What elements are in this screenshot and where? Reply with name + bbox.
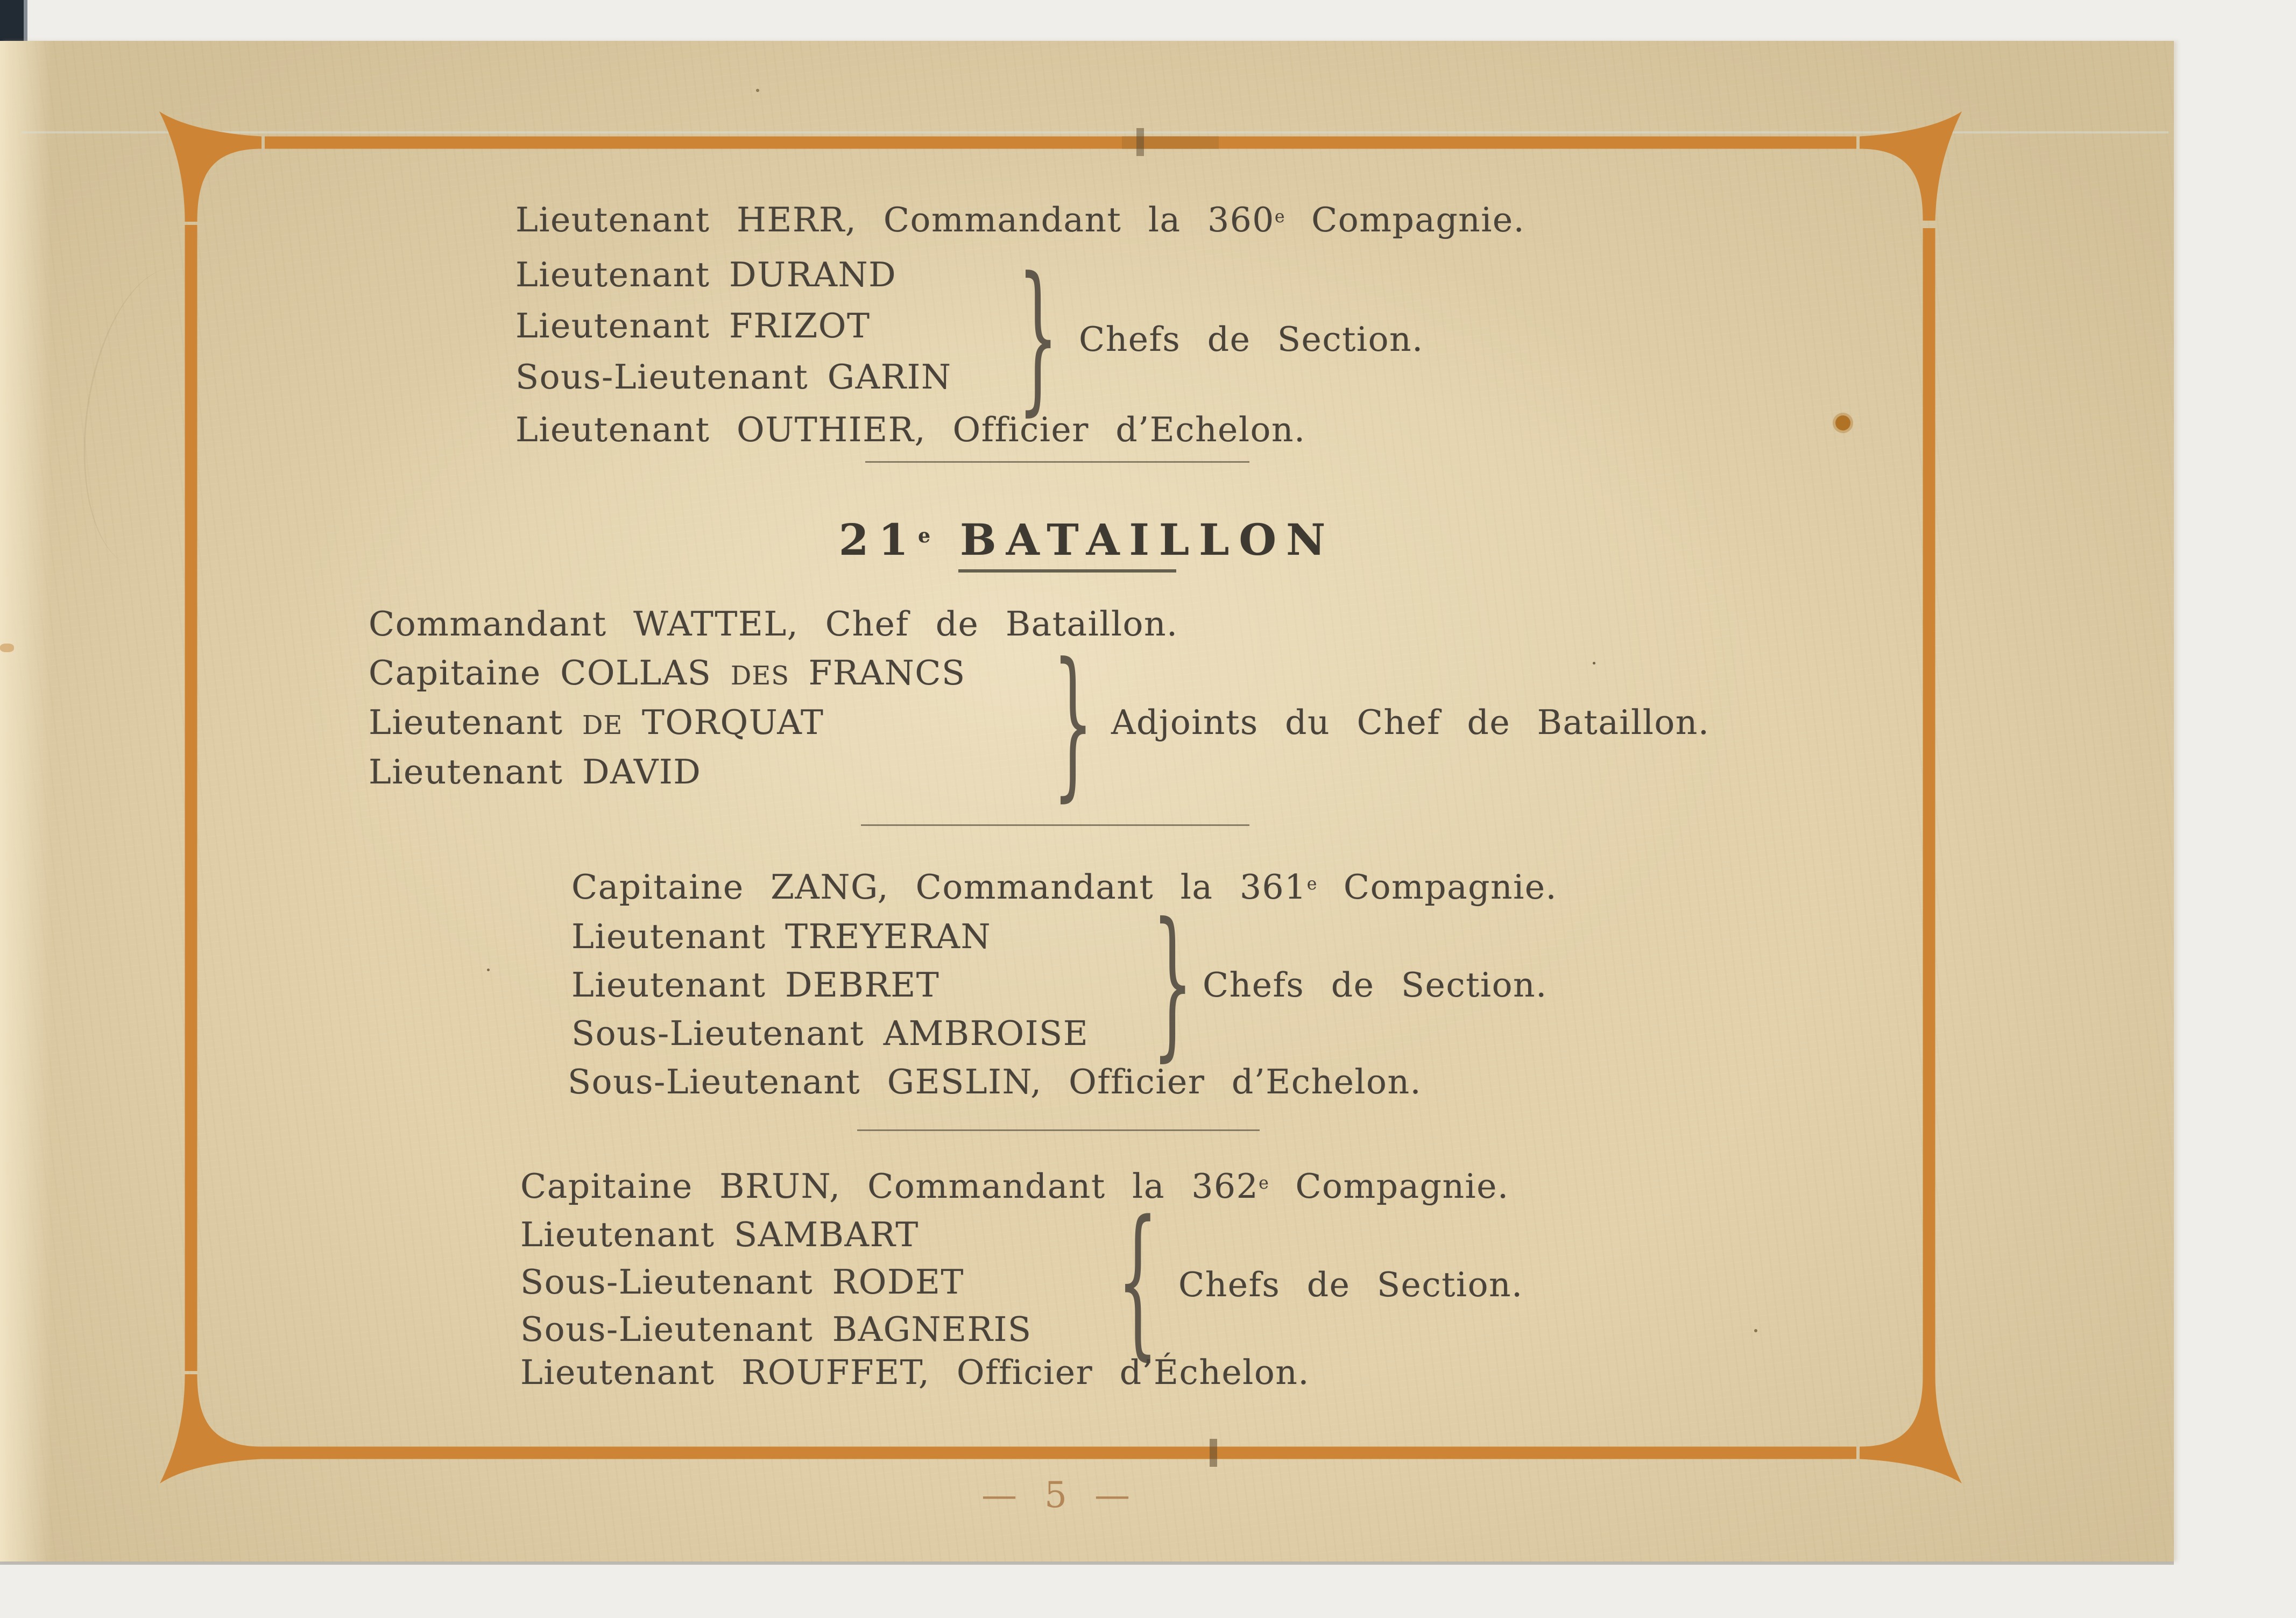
roster-line-brun: Capitaine BRUN, Commandant la 362e Compagnie. <box>520 1167 1509 1206</box>
page-edge-mark <box>0 644 14 652</box>
battalion-heading <box>0 514 2174 565</box>
section-divider <box>861 824 1249 826</box>
grouping-brace-361: } <box>1152 888 1193 1076</box>
section-divider <box>865 461 1249 463</box>
roster-line-outhier: Lieutenant OUTHIER, Officier d’Echelon. <box>515 410 1306 449</box>
roster-line-frizot: Lieutenant FRIZOT <box>515 306 871 345</box>
grouping-brace-362: { <box>1117 1186 1158 1375</box>
roster-line-david: Lieutenant DAVID <box>369 752 702 792</box>
roster-line-rouffet: Lieutenant ROUFFET, Officier d’Échelon. <box>520 1353 1310 1392</box>
roster-line-sambart: Lieutenant SAMBART <box>520 1215 919 1254</box>
page-number: — 5 — <box>981 1474 1131 1516</box>
roster-line-torquat: Lieutenant DE TORQUAT <box>369 703 824 742</box>
roster-line-treyeran: Lieutenant TREYERAN <box>571 917 992 956</box>
roster-line-garin: Sous-Lieutenant GARIN <box>515 357 952 397</box>
frame-bottom-tick <box>1210 1439 1217 1467</box>
roster-line-collas: Capitaine COLLAS DES FRANCS <box>369 653 966 693</box>
frame-corner-top-right <box>1860 111 1962 221</box>
roster-line-durand: Lieutenant DURAND <box>515 255 897 294</box>
paper-speck <box>1754 1329 1757 1332</box>
paper-speck <box>1593 662 1595 665</box>
roster-line-bagneris: Sous-Lieutenant BAGNERIS <box>520 1310 1032 1349</box>
roster-line-rodet: Sous-Lieutenant RODET <box>520 1262 964 1302</box>
grouping-brace-360: } <box>1018 243 1059 430</box>
battalion-number: 21 <box>838 514 919 565</box>
battalion-ordinal: e <box>918 524 930 547</box>
roster-line-wattel: Commandant WATTEL, Chef de Bataillon. <box>369 604 1178 644</box>
paper-speck <box>487 969 490 971</box>
group-label-chefs-361: Chefs de Section. <box>1203 965 1548 1005</box>
group-label-chefs-360: Chefs de Section. <box>1079 320 1424 359</box>
battalion-word: BATAILLON <box>959 514 1336 565</box>
scan-streak <box>22 131 2168 133</box>
roster-line-zang: Capitaine ZANG, Commandant la 361e Compagnie. <box>571 867 1558 907</box>
ink-spot <box>1835 415 1850 430</box>
roster-line-herr: Lieutenant HERR, Commandant la 360e Compagnie. <box>515 200 1525 239</box>
frame-top-tick <box>1136 128 1144 156</box>
group-label-chefs-362: Chefs de Section. <box>1178 1265 1523 1304</box>
paper-speck <box>756 89 759 92</box>
roster-line-ambroise: Sous-Lieutenant AMBROISE <box>571 1014 1089 1053</box>
roster-line-geslin: Sous-Lieutenant GESLIN, Officier d’Echelon. <box>568 1062 1422 1101</box>
heading-underline <box>958 569 1176 573</box>
grouping-brace-battalion: } <box>1052 628 1094 816</box>
frame-corner-bottom-right <box>1860 1375 1962 1483</box>
section-divider <box>857 1129 1260 1131</box>
frame-corner-bottom-left <box>160 1374 262 1483</box>
roster-line-debret: Lieutenant DEBRET <box>571 965 940 1005</box>
frame-corner-top-left <box>159 111 262 222</box>
group-label-adjoints: Adjoints du Chef de Bataillon. <box>1111 703 1710 742</box>
